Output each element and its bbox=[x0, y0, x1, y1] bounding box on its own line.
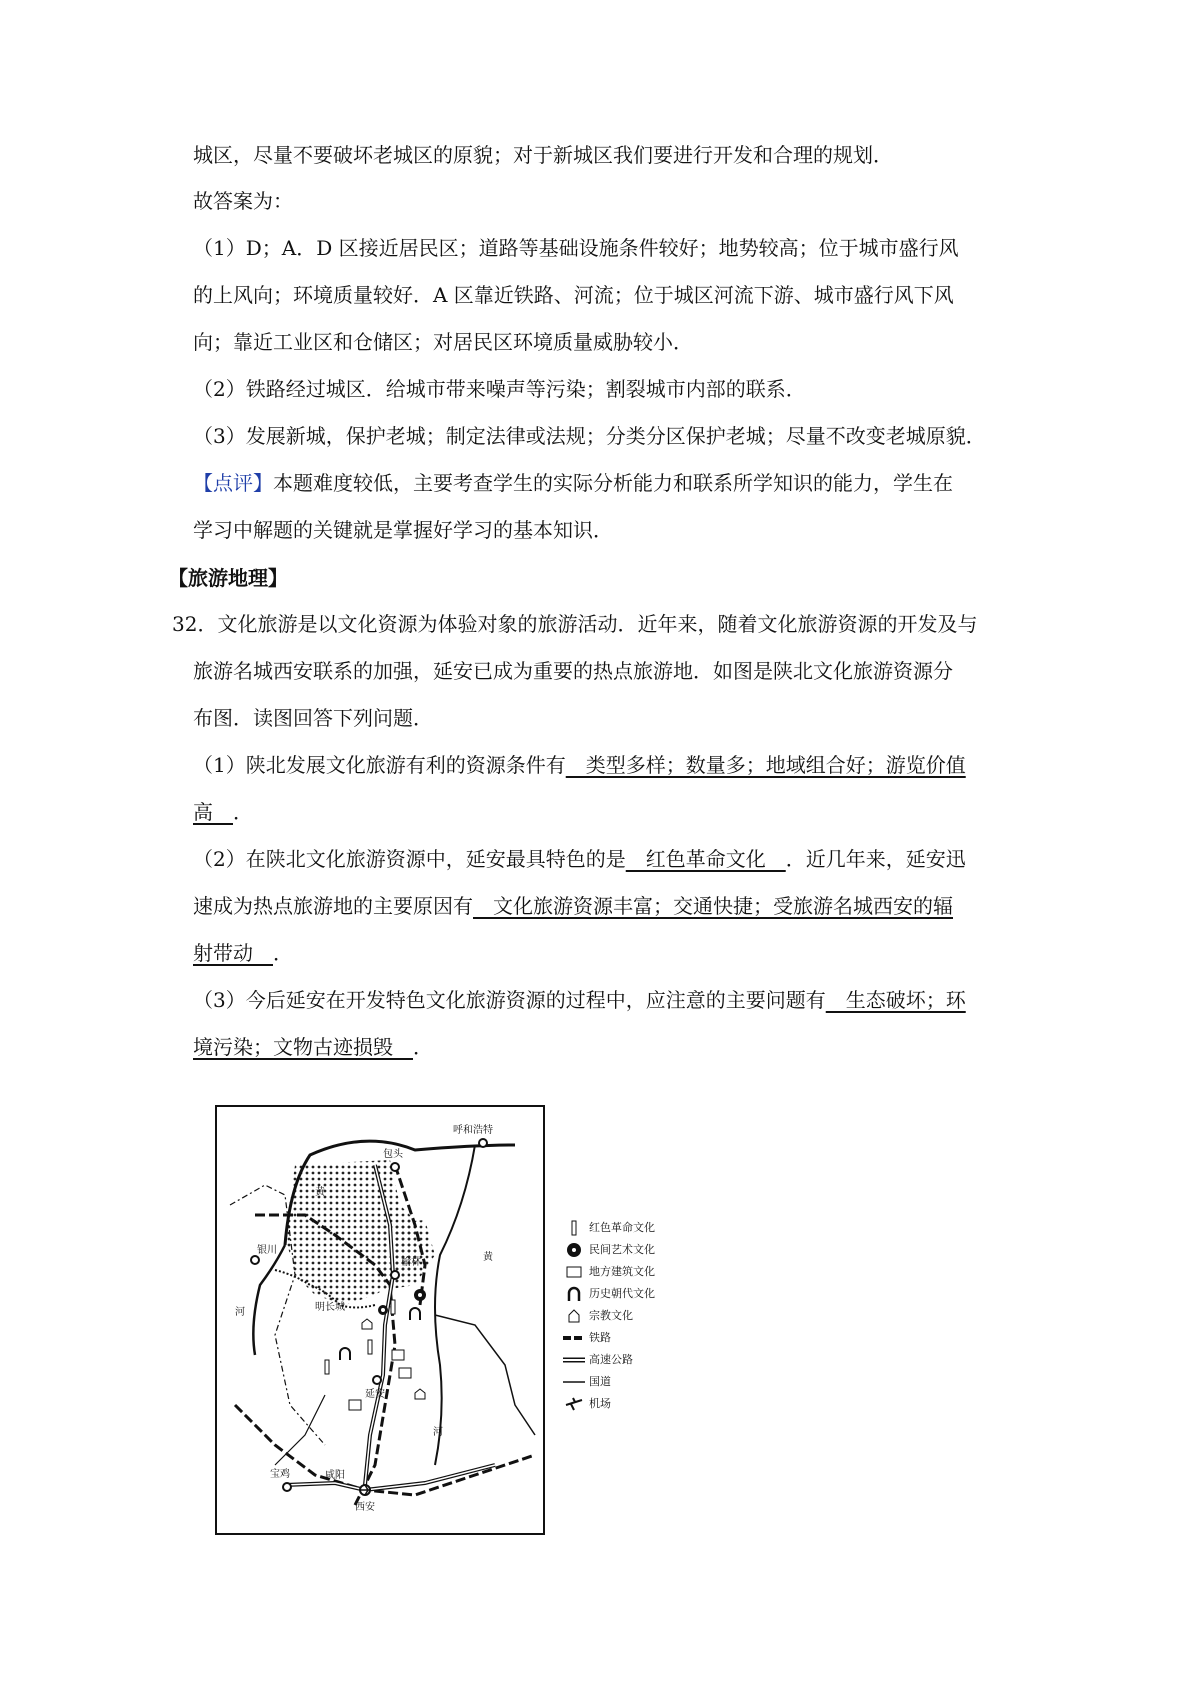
city-yinchuan-marker bbox=[251, 1256, 259, 1264]
legend-label: 铁路 bbox=[589, 1331, 611, 1344]
q32-part-1-line-1 bbox=[193, 750, 966, 780]
legend-label: 机场 bbox=[589, 1397, 611, 1410]
q32-part-3-line-2 bbox=[193, 1032, 433, 1062]
q32-p2-prefix: （2）在陕北文化旅游资源中，延安最具特色的是 bbox=[193, 847, 626, 871]
q32-part-3-line-1 bbox=[193, 985, 966, 1015]
river-label-huang-2: 黄 bbox=[483, 1252, 493, 1263]
answer-3: （3）发展新城，保护老城；制定法律或法规；分类分区保护老城；尽量不改变老城原貌． bbox=[193, 424, 986, 448]
q32-p3-answer: 生态破坏；环 bbox=[825, 988, 966, 1012]
temple-icon bbox=[563, 1308, 585, 1324]
comment-text: 本题难度较低，主要考查学生的实际分析能力和联系所学知识的能力，学生在 bbox=[273, 471, 953, 495]
city-huhehaote-marker bbox=[479, 1139, 487, 1147]
legend-item bbox=[563, 1327, 703, 1349]
monument-icon bbox=[325, 1360, 329, 1374]
highway-icon bbox=[563, 1352, 585, 1368]
answer-1-line-1: （1）D；A．D 区接近居民区；道路等基础设施条件较好；地势较高；位于城市盛行风 bbox=[193, 236, 959, 260]
q32-number: 32． bbox=[172, 612, 218, 636]
legend-item bbox=[563, 1261, 703, 1283]
city-label-xianyang: 咸阳 bbox=[325, 1470, 345, 1481]
city-label-yanan: 延安 bbox=[365, 1389, 385, 1400]
comment-line-1 bbox=[193, 468, 953, 498]
q32-part-2-line-3 bbox=[193, 938, 293, 968]
comment-tag: 【点评】 bbox=[193, 471, 273, 495]
map-legend bbox=[563, 1217, 703, 1415]
legend-label: 红色革命文化 bbox=[589, 1221, 655, 1234]
q32-p2-mid: ．近几年来，延安迅 bbox=[785, 847, 966, 871]
shaanbei-tourism-map bbox=[215, 1105, 545, 1535]
river-label-huang: 黄 bbox=[315, 1187, 325, 1198]
city-baoji-marker bbox=[283, 1483, 291, 1491]
legend-label: 国道 bbox=[589, 1375, 611, 1388]
q32-p1-prefix: （1）陕北发展文化旅游有利的资源条件有 bbox=[193, 753, 566, 777]
arch-icon bbox=[563, 1286, 585, 1302]
q32-p2-end: ． bbox=[273, 941, 293, 965]
monument-icon bbox=[391, 1300, 395, 1314]
legend-item bbox=[563, 1393, 703, 1415]
city-label-baoji: 宝鸡 bbox=[270, 1469, 290, 1480]
q32-p1-end: ． bbox=[233, 800, 253, 824]
city-baotou-marker bbox=[391, 1163, 399, 1171]
legend-label: 历史朝代文化 bbox=[589, 1287, 655, 1300]
q32-stem-text: 文化旅游是以文化资源为体验对象的旅游活动．近年来，随着文化旅游资源的开发及与 bbox=[217, 612, 978, 636]
q32-p3-prefix: （3）今后延安在开发特色文化旅游资源的过程中，应注意的主要问题有 bbox=[193, 988, 826, 1012]
national-road-icon bbox=[563, 1374, 585, 1390]
legend-item bbox=[563, 1305, 703, 1327]
q32-stem-line-1 bbox=[172, 609, 977, 639]
q32-p1-answer-cont: 高 bbox=[193, 800, 233, 824]
legend-item bbox=[563, 1239, 703, 1261]
airport-icon bbox=[563, 1396, 585, 1412]
answer-1-line-2: 的上风向；环境质量较好．A 区靠近铁路、河流；位于城区河流下游、城市盛行风下风 bbox=[193, 283, 954, 307]
building-icon bbox=[563, 1264, 585, 1280]
building-icon bbox=[399, 1368, 411, 1378]
city-label-yinchuan: 银川 bbox=[257, 1245, 277, 1256]
q32-p3-end: ． bbox=[413, 1035, 433, 1059]
city-yulin-marker bbox=[391, 1271, 399, 1279]
great-wall-label: 明长城 bbox=[315, 1302, 345, 1313]
city-label-huhehaote: 呼和浩特 bbox=[453, 1125, 493, 1136]
q32-p2-answer-2: 文化旅游资源丰富；交通快捷；受旅游名城西安的辐 bbox=[473, 894, 953, 918]
railway-icon bbox=[563, 1330, 585, 1346]
q32-stem-line-2: 旅游名城西安联系的加强，延安已成为重要的热点旅游地．如图是陕北文化旅游资源分 bbox=[193, 659, 953, 683]
q32-part-2-line-2 bbox=[193, 891, 953, 921]
q32-part-1-line-2 bbox=[193, 797, 253, 827]
building-icon bbox=[392, 1350, 404, 1360]
legend-item bbox=[563, 1217, 703, 1239]
legend-label: 民间艺术文化 bbox=[589, 1243, 655, 1256]
folk-art-icon bbox=[414, 1289, 426, 1301]
city-label-yulin: 榆林 bbox=[401, 1257, 421, 1268]
q32-part-2-line-1 bbox=[193, 844, 966, 874]
q32-p2-line2-prefix: 速成为热点旅游地的主要原因有 bbox=[193, 894, 473, 918]
river-label-he-2: 河 bbox=[433, 1427, 443, 1438]
city-yanan-marker bbox=[373, 1376, 381, 1384]
folk-art-icon bbox=[378, 1305, 388, 1315]
q32-p2-answer-2-cont: 射带动 bbox=[193, 941, 273, 965]
city-label-xian: 西安 bbox=[355, 1502, 375, 1513]
legend-item bbox=[563, 1371, 703, 1393]
legend-label: 宗教文化 bbox=[589, 1309, 633, 1322]
monument-icon bbox=[563, 1220, 585, 1236]
legend-item bbox=[563, 1283, 703, 1305]
q32-p2-answer-1: 红色革命文化 bbox=[625, 847, 786, 871]
section-title: 【旅游地理】 bbox=[168, 566, 288, 590]
building-icon bbox=[349, 1400, 361, 1410]
comment-line-2: 学习中解题的关键就是掌握好学习的基本知识． bbox=[193, 518, 613, 542]
legend-item bbox=[563, 1349, 703, 1371]
folk-art-icon bbox=[563, 1242, 585, 1258]
q32-stem-line-3: 布图．读图回答下列问题． bbox=[193, 706, 433, 730]
answer-intro: 故答案为： bbox=[193, 189, 293, 213]
monument-icon bbox=[368, 1340, 372, 1354]
river-label-he: 河 bbox=[235, 1307, 245, 1318]
legend-label: 地方建筑文化 bbox=[589, 1265, 655, 1278]
q32-p1-answer: 类型多样；数量多；地域组合好；游览价值 bbox=[565, 753, 966, 777]
answer-2: （2）铁路经过城区．给城市带来噪声等污染；割裂城市内部的联系． bbox=[193, 377, 806, 401]
q32-p3-answer-cont: 境污染；文物古迹损毁 bbox=[193, 1035, 413, 1059]
prev-text-line: 城区，尽量不要破坏老城区的原貌；对于新城区我们要进行开发和合理的规划． bbox=[193, 143, 893, 167]
legend-label: 高速公路 bbox=[589, 1353, 633, 1366]
answer-1-line-3: 向；靠近工业区和仓储区；对居民区环境质量威胁较小． bbox=[193, 330, 693, 354]
city-label-baotou: 包头 bbox=[383, 1149, 403, 1160]
